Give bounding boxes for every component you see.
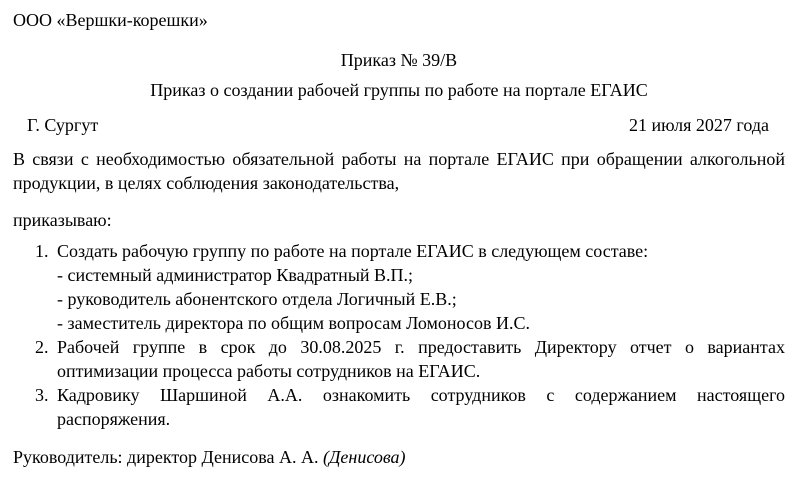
item-number: 2. xyxy=(35,337,49,357)
order-date: 21 июля 2027 года xyxy=(629,115,769,135)
signature-name: (Денисова) xyxy=(322,447,406,467)
item-number: 3. xyxy=(35,385,49,405)
order-title: Приказ о создании рабочей группы по работе на портале ЕГАИС xyxy=(150,80,648,100)
signature-block xyxy=(13,445,406,469)
order-number: Приказ № 39/В xyxy=(340,50,458,70)
item-text: Создать рабочую группу по работе на портале ЕГАИС в следующем составе: xyxy=(57,241,649,261)
order-items xyxy=(13,239,785,431)
member-item: - руководитель абонентского отдела Логичный Е.В.; xyxy=(57,289,457,309)
item-text: Рабочей группе в срок до 30.08.2025 г. предоставить Директору отчет о вариантах оптимизации процесса работы сотрудников на ЕГАИС. xyxy=(57,337,785,381)
signature-label: Руководитель: директор Денисова А. А. xyxy=(13,447,319,467)
item-text: Кадровику Шаршиной А.А. ознакомить сотрудников с содержанием настоящего распоряжения. xyxy=(57,385,785,429)
order-word: приказываю: xyxy=(13,210,112,230)
member-item: - заместитель директора по общим вопросам Ломоносов И.С. xyxy=(57,313,530,333)
organization-name: ООО «Вершки-корешки» xyxy=(13,10,208,30)
order-document xyxy=(13,0,785,483)
order-item xyxy=(13,383,785,431)
city: Г. Сургут xyxy=(27,115,99,135)
item-number: 1. xyxy=(35,241,49,261)
member-item: - системный администратор Квадратный В.П.; xyxy=(57,265,414,285)
order-item xyxy=(13,335,785,383)
order-item xyxy=(13,239,785,335)
working-group-members xyxy=(57,263,785,335)
preamble-paragraph: В связи с необходимостью обязательной работы на портале ЕГАИС при обращении алкогольной продукции, в целях соблюдения законодательства, xyxy=(13,149,785,193)
